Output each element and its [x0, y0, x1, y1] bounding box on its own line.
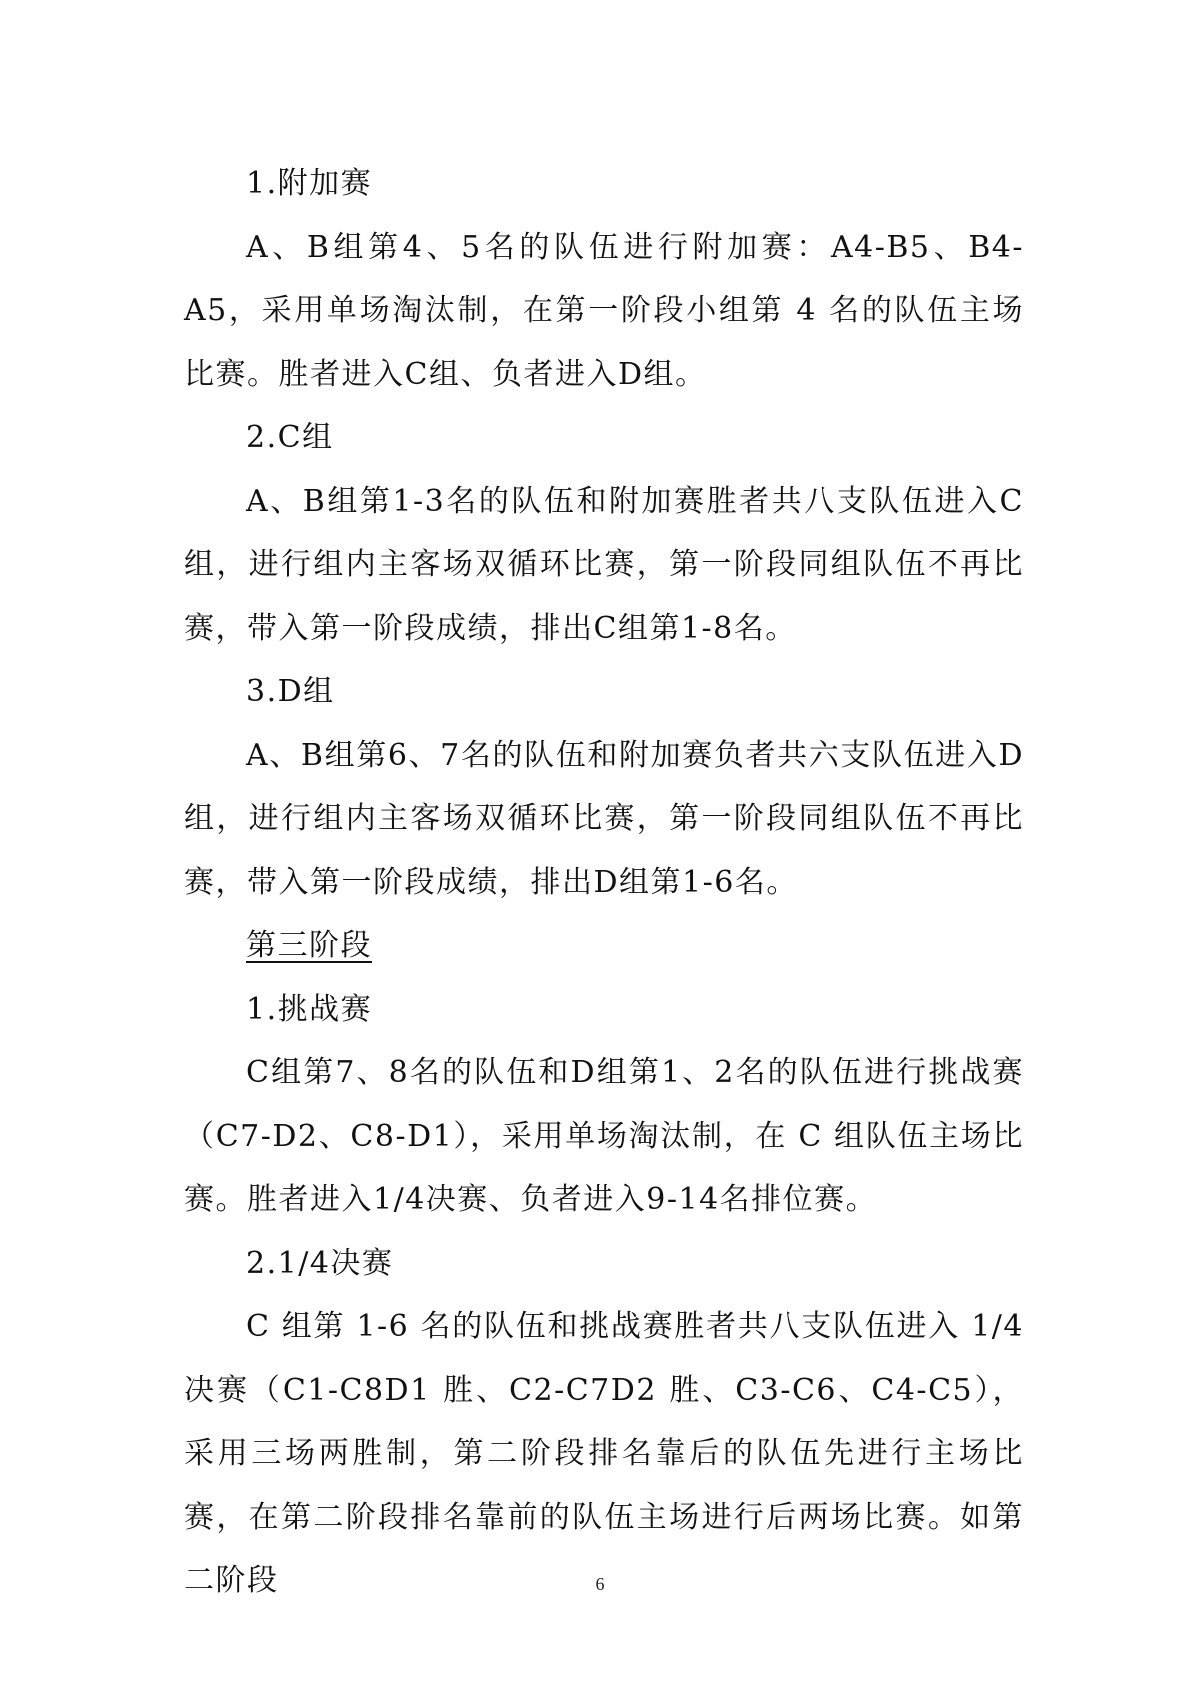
section-heading-challenge: 1.挑战赛 [246, 991, 373, 1027]
paragraph-group-c-rules: A、B组第1-3名的队伍和附加赛胜者共八支队伍进入C组，进行组内主客场双循环比赛，第一阶段同组队伍不再比赛，带入第一阶段成绩，排出C组第1-8名。 [184, 483, 1024, 646]
page-number: 6 [595, 1574, 605, 1594]
section-heading-group-d: 3.D组 [246, 674, 335, 709]
section-heading-playoff: 1.附加赛 [246, 166, 373, 201]
paragraph-challenge-rules: C组第7、8名的队伍和D组第1、2名的队伍进行挑战赛（C7-D2、C8-D1），采用单场淘汰制，在 C 组队伍主场比赛。胜者进入1/4决赛、负者进入9-14名排位赛。 [184, 1055, 1024, 1217]
paragraph-quarterfinal-rules: C 组第 1-6 名的队伍和挑战赛胜者共八支队伍进入 1/4决赛（C1-C8D1 胜、C2-C7D2 胜、C3-C6、C4-C5），采用三场两胜制，第二阶段排名靠后的队伍先进行主场比赛，在第二阶段排名靠前的队伍主场进行后两场比赛。如第二阶段 [184, 1309, 1024, 1598]
stage-heading-third [184, 914, 1024, 978]
page-body [184, 152, 1024, 1613]
section-heading-group-c: 2.C组 [246, 420, 334, 455]
section-heading-quarterfinal: 2.1/4决赛 [246, 1245, 394, 1281]
paragraph-group-d-rules: A、B组第6、7名的队伍和附加赛负者共六支队伍进入D组，进行组内主客场双循环比赛，第一阶段同组队伍不再比赛，带入第一阶段成绩，排出D组第1-6名。 [184, 737, 1024, 900]
paragraph-playoff-rules: A、B组第4、5名的队伍进行附加赛：A4-B5、B4-A5，采用单场淘汰制，在第一阶段小组第 4 名的队伍主场比赛。胜者进入C组、负者进入D组。 [184, 229, 1024, 392]
stage-heading-third-text: 第三阶段 [246, 928, 372, 963]
